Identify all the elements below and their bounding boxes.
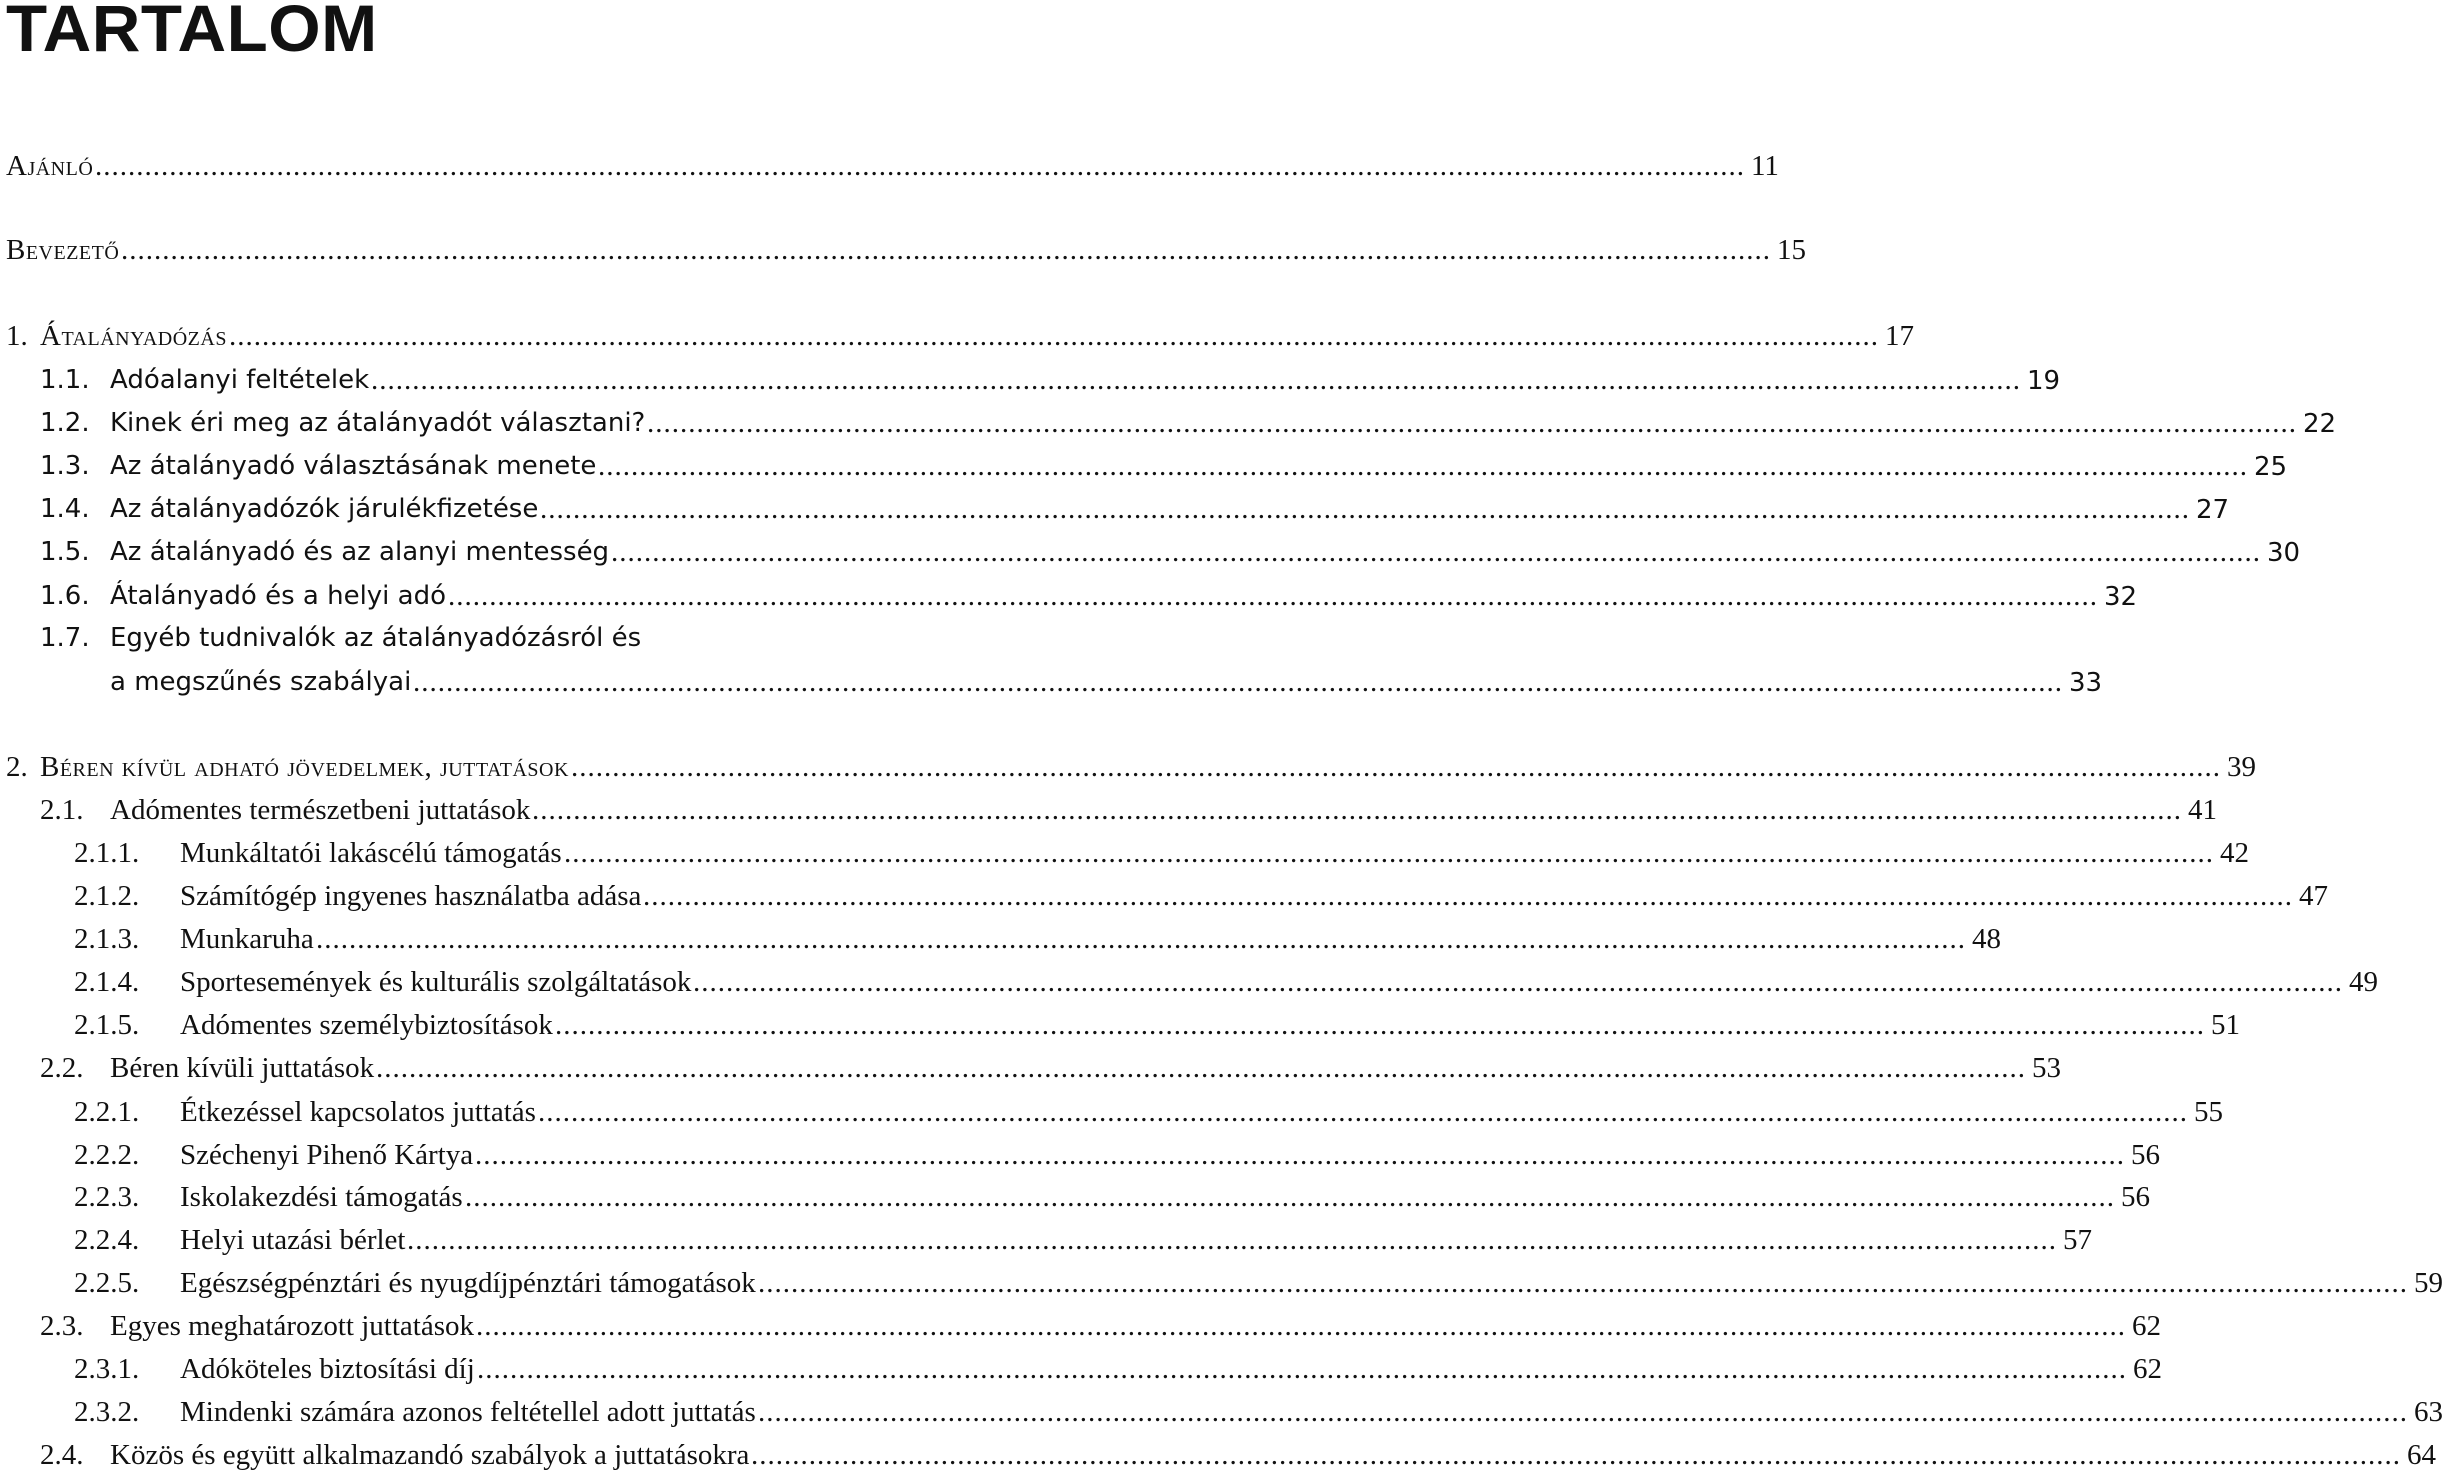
toc-entry[interactable] xyxy=(0,660,2103,704)
toc-entry-title: Iskolakezdési támogatás xyxy=(180,1181,463,1213)
toc-entry-title: Egészségpénztári és nyugdíjpénztári támogatások xyxy=(180,1267,756,1299)
toc-entry[interactable] xyxy=(0,788,2217,832)
toc-entry[interactable] xyxy=(0,1090,2223,1134)
leader-dots: ........................................................................................................................................................................................................ xyxy=(611,536,2261,568)
leader-dots: ........................................................................................................................................................................................................ xyxy=(751,1439,2401,1471)
toc-entry-page: 48 xyxy=(1972,923,2001,955)
leader-dots: ........................................................................................................................................................................................................ xyxy=(647,407,2297,439)
leader-dots: ........................................................................................................................................................................................................ xyxy=(540,493,2190,525)
toc-entry-number: 2.3.2. xyxy=(74,1396,140,1428)
leader-dots: ........................................................................................................................................................................................................ xyxy=(95,150,1745,182)
toc-entry-number: 2.2.4. xyxy=(74,1224,140,1256)
toc-entry-title: Helyi utazási bérlet xyxy=(180,1224,406,1256)
toc-entry-page: 55 xyxy=(2194,1096,2223,1128)
leader-dots: ........................................................................................................................................................................................................ xyxy=(121,234,1771,266)
toc-entry[interactable] xyxy=(0,144,1779,188)
leader-dots: ........................................................................................................................................................................................................ xyxy=(229,320,1879,352)
toc-entry-page: 49 xyxy=(2349,966,2378,998)
toc-entry-title: Adóalanyi feltételek xyxy=(110,365,370,395)
toc-entry-title: Sportesemények és kulturális szolgáltatások xyxy=(180,966,692,998)
toc-entry-title: Mindenki számára azonos feltétellel adott juttatás xyxy=(180,1396,756,1428)
toc-entry-title: Adómentes természetbeni juttatások xyxy=(110,794,531,826)
toc-entry[interactable] xyxy=(0,574,2138,618)
toc-entry-page: 41 xyxy=(2188,794,2217,826)
toc-entry-number: 2.4. xyxy=(40,1439,84,1471)
toc-entry-title: a megszűnés szabályai xyxy=(110,667,412,697)
toc-entry[interactable] xyxy=(0,314,1914,358)
toc-entry-number: 2.2.1. xyxy=(74,1096,140,1128)
leader-dots: ........................................................................................................................................................................................................ xyxy=(598,450,2248,482)
leader-dots: ........................................................................................................................................................................................................ xyxy=(693,966,2343,998)
toc-entry-page: 42 xyxy=(2220,837,2249,869)
toc-entry-number: 2.1.3. xyxy=(74,923,140,955)
toc-entry-title: Számítógép ingyenes használatba adása xyxy=(180,880,642,912)
toc-entry[interactable] xyxy=(0,1390,2443,1434)
toc-entry-number: 2.2.2. xyxy=(74,1139,140,1171)
toc-entry[interactable] xyxy=(0,831,2249,875)
toc-entry[interactable] xyxy=(0,874,2328,918)
toc-entry[interactable] xyxy=(0,1304,2161,1348)
toc-entry[interactable] xyxy=(0,444,2288,488)
toc-entry-page: 53 xyxy=(2032,1052,2061,1084)
toc-entry-page: 57 xyxy=(2063,1224,2092,1256)
toc-entry-number: 1.2. xyxy=(40,408,90,438)
toc-entry-title: Bevezető xyxy=(6,234,120,266)
toc-entry-number: 1.7. xyxy=(40,623,90,653)
toc-entry[interactable] xyxy=(0,487,2230,531)
toc-entry-title: Egyes meghatározott juttatások xyxy=(110,1310,475,1342)
toc-entry-title: Az átalányadó és az alanyi mentesség xyxy=(110,537,610,567)
toc-entry-number: 1. xyxy=(6,320,28,352)
toc-entry-page: 62 xyxy=(2133,1353,2162,1385)
toc-entry-title: Béren kívül adható jövedelmek, juttatások xyxy=(40,751,569,783)
toc-entry-title: Az átalányadózók járulékfizetése xyxy=(110,494,539,524)
leader-dots: ........................................................................................................................................................................................................ xyxy=(376,1052,2026,1084)
toc-entry-page: 63 xyxy=(2414,1396,2443,1428)
toc-entry-page: 56 xyxy=(2121,1181,2150,1213)
leader-dots: ........................................................................................................................................................................................................ xyxy=(407,1224,2057,1256)
toc-entry[interactable] xyxy=(0,1175,2150,1219)
toc-entry-page: 15 xyxy=(1777,234,1806,266)
toc-entry[interactable] xyxy=(0,616,960,660)
toc-entry-page: 51 xyxy=(2211,1009,2240,1041)
toc-entry-page: 27 xyxy=(2196,495,2230,525)
page-title: TARTALOM xyxy=(6,0,378,65)
toc-entry-title: Munkaruha xyxy=(180,923,314,955)
toc-entry-number: 1.6. xyxy=(40,581,90,611)
toc-entry-number: 2.1.4. xyxy=(74,966,140,998)
toc-entry-page: 39 xyxy=(2227,751,2256,783)
toc-entry[interactable] xyxy=(0,960,2378,1004)
toc-entry-number: 2.1.2. xyxy=(74,880,140,912)
toc-entry-title: Ajánló xyxy=(6,150,94,182)
toc-entry-page: 19 xyxy=(2027,366,2061,396)
toc-entry-page: 11 xyxy=(1751,150,1779,182)
toc-entry-number: 2.2.3. xyxy=(74,1181,140,1213)
toc-entry-number: 2.1.1. xyxy=(74,837,140,869)
toc-entry-number: 2.3. xyxy=(40,1310,84,1342)
toc-entry[interactable] xyxy=(0,1003,2240,1047)
toc-entry[interactable] xyxy=(0,1046,2061,1090)
leader-dots: ........................................................................................................................................................................................................ xyxy=(465,1181,2115,1213)
toc-entry[interactable] xyxy=(0,530,2301,574)
toc-entry-number: 2.1.5. xyxy=(74,1009,140,1041)
toc-entry-title: Kinek éri meg az átalányadót választani? xyxy=(110,408,646,438)
toc-entry-page: 25 xyxy=(2254,452,2288,482)
leader-dots: ........................................................................................................................................................................................................ xyxy=(476,1310,2126,1342)
leader-dots: ........................................................................................................................................................................................................ xyxy=(564,837,2214,869)
toc-entry-title: Az átalányadó választásának menete xyxy=(110,451,597,481)
toc-entry-number: 1.5. xyxy=(40,537,90,567)
leader-dots: ........................................................................................................................................................................................................ xyxy=(571,751,2221,783)
leader-dots: ........................................................................................................................................................................................................ xyxy=(758,1396,2408,1428)
toc-entry[interactable] xyxy=(0,1133,2160,1177)
leader-dots: ........................................................................................................................................................................................................ xyxy=(643,880,2293,912)
leader-dots: ........................................................................................................................................................................................................ xyxy=(538,1096,2188,1128)
toc-entry-number: 2.1. xyxy=(40,794,84,826)
toc-entry[interactable] xyxy=(0,228,1806,272)
leader-dots: ........................................................................................................................................................................................................ xyxy=(475,1139,2125,1171)
leader-dots: ........................................................................................................................................................................................................ xyxy=(555,1009,2205,1041)
toc-entry[interactable] xyxy=(0,1433,2436,1477)
toc-entry-title: Étkezéssel kapcsolatos juttatás xyxy=(180,1096,536,1128)
toc-entry-title: Munkáltatói lakáscélú támogatás xyxy=(180,837,562,869)
toc-entry-number: 2.2.5. xyxy=(74,1267,140,1299)
toc-entry-page: 64 xyxy=(2407,1439,2436,1471)
toc-entry[interactable] xyxy=(0,358,2061,402)
leader-dots: ........................................................................................................................................................................................................ xyxy=(532,794,2182,826)
toc-entry-title: Egyéb tudnivalók az átalányadózásról és xyxy=(110,623,642,653)
toc-entry-number: 2.2. xyxy=(40,1052,84,1084)
toc-entry-number: 1.4. xyxy=(40,494,90,524)
toc-entry-page: 33 xyxy=(2069,668,2103,698)
toc-entry-number: 1.1. xyxy=(40,365,90,395)
toc-entry-title: Közös és együtt alkalmazandó szabályok a juttatásokra xyxy=(110,1439,750,1471)
toc-entry-number: 2. xyxy=(6,751,28,783)
toc-entry-page: 30 xyxy=(2267,538,2301,568)
toc-entry-page: 59 xyxy=(2414,1267,2443,1299)
toc-entry[interactable] xyxy=(0,1218,2092,1262)
toc-entry-page: 17 xyxy=(1885,320,1914,352)
leader-dots: ........................................................................................................................................................................................................ xyxy=(758,1267,2408,1299)
leader-dots: ........................................................................................................................................................................................................ xyxy=(413,666,2063,698)
leader-dots: ........................................................................................................................................................................................................ xyxy=(477,1353,2127,1385)
toc-entry-page: 32 xyxy=(2104,582,2138,612)
toc-entry-title: Béren kívüli juttatások xyxy=(110,1052,375,1084)
toc-entry-page: 62 xyxy=(2132,1310,2161,1342)
toc-entry[interactable] xyxy=(0,401,2337,445)
toc-entry-page: 22 xyxy=(2303,409,2337,439)
leader-dots: ........................................................................................................................................................................................................ xyxy=(316,923,1966,955)
toc-entry-page: 56 xyxy=(2131,1139,2160,1171)
toc-entry-title: Adómentes személybiztosítások xyxy=(180,1009,553,1041)
toc-entry[interactable] xyxy=(0,1347,2162,1391)
toc-entry-number: 1.3. xyxy=(40,451,90,481)
toc-entry-page: 47 xyxy=(2299,880,2328,912)
toc-entry[interactable] xyxy=(0,745,2256,789)
toc-entry[interactable] xyxy=(0,1261,2443,1305)
toc-entry-title: Széchenyi Pihenő Kártya xyxy=(180,1139,474,1171)
leader-dots: ........................................................................................................................................................................................................ xyxy=(371,364,2021,396)
toc-entry-number: 2.3.1. xyxy=(74,1353,140,1385)
toc-entry-title: Adóköteles biztosítási díj xyxy=(180,1353,475,1385)
toc-entry[interactable] xyxy=(0,917,2001,961)
toc-entry-title: Átalányadózás xyxy=(40,320,227,352)
leader-dots: ........................................................................................................................................................................................................ xyxy=(448,580,2098,612)
toc-entry-title: Átalányadó és a helyi adó xyxy=(110,581,447,611)
